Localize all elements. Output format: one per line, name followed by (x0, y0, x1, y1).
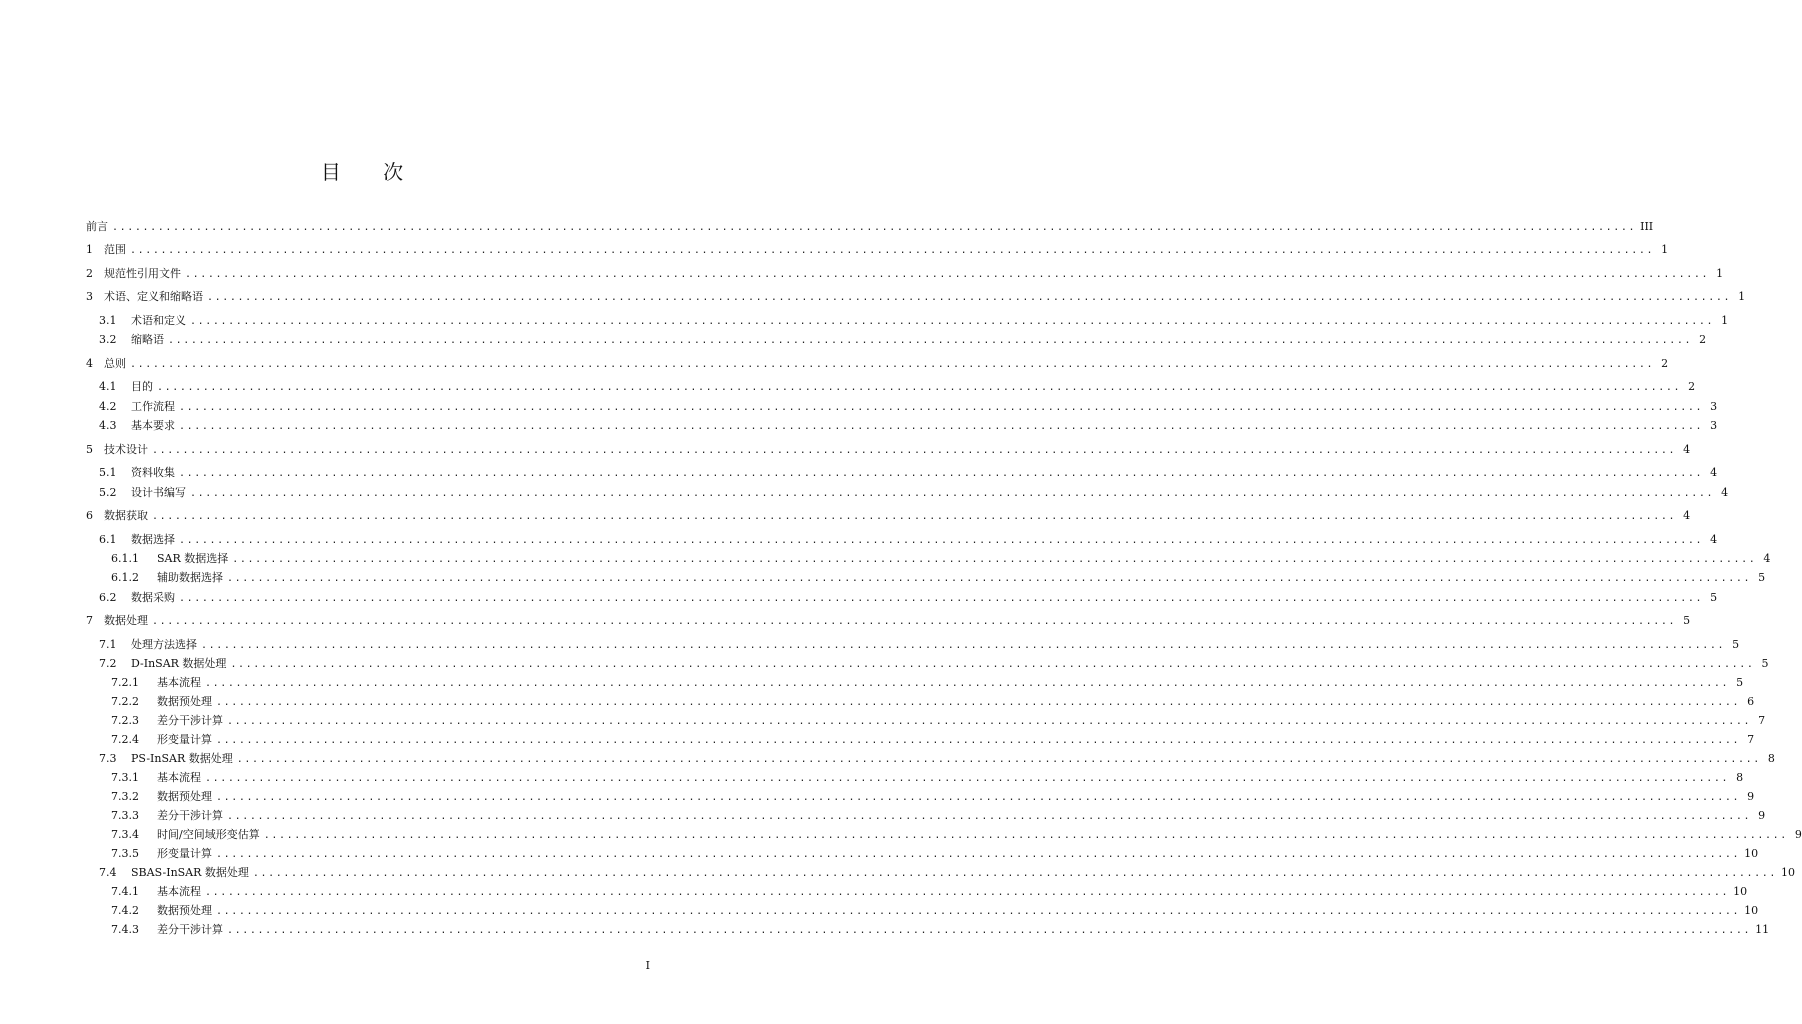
toc-entry (86, 243, 1669, 258)
toc-leader-dots: ........................................................................................................................................................................................................ (216, 849, 1741, 860)
toc-entry-label: 形变量计算 (157, 847, 212, 860)
toc-leader-dots: ........................................................................................................................................................................................................ (152, 616, 1677, 627)
toc-entry (111, 695, 1755, 710)
toc-leader-dots: ........................................................................................................................................................................................................ (205, 773, 1730, 784)
toc-entry-label: 术语和定义 (131, 314, 186, 327)
toc-entry-label: 数据预处理 (157, 790, 212, 803)
toc-leader-dots: ........................................................................................................................................................................................................ (130, 245, 1655, 256)
toc-entry-label: 处理方法选择 (131, 638, 197, 651)
toc-entry-page: 8 (1736, 771, 1744, 784)
toc-entry-number: 4.3 (99, 419, 117, 432)
toc-entry (86, 290, 1746, 305)
toc-entry-number: 6.1 (99, 533, 117, 546)
toc-entry-page: 4 (1683, 509, 1691, 522)
toc-entry-page: 4 (1763, 552, 1771, 565)
toc-entry-page: III (1640, 220, 1654, 233)
toc-entry-number: 6.1.1 (111, 552, 139, 565)
toc-entry-number: 7.3.1 (111, 771, 139, 784)
toc-entry-page: 4 (1683, 443, 1691, 456)
toc-leader-dots: ........................................................................................................................................................................................................ (236, 754, 1761, 765)
toc-entry-label: 时间/空间域形变估算 (157, 828, 260, 841)
toc-entry-label: 资料收集 (131, 466, 175, 479)
toc-entry (111, 809, 1766, 824)
toc-entry-page: 5 (1758, 571, 1766, 584)
toc-entry-number: 4 (86, 357, 93, 370)
toc-entry (86, 509, 1691, 524)
toc-entry (111, 676, 1744, 691)
toc-entry-number: 6.1.2 (111, 571, 139, 584)
toc-leader-dots: ........................................................................................................................................................................................................ (232, 554, 1757, 565)
toc-entry-page: 9 (1794, 828, 1802, 841)
toc-entry-page: 4 (1710, 533, 1718, 546)
toc-entry-page: 10 (1733, 885, 1748, 898)
toc-entry-number: 7.1 (99, 638, 117, 651)
toc-entry-page: 1 (1661, 243, 1669, 256)
toc-entry-number: 7.2 (99, 657, 117, 670)
toc-entry (111, 790, 1755, 805)
toc-entry-page: 5 (1683, 614, 1691, 627)
toc-entry-label: PS-InSAR 数据处理 (131, 752, 233, 765)
toc-leader-dots: ........................................................................................................................................................................................................ (227, 716, 1752, 727)
toc-entry-number: 7.2.3 (111, 714, 139, 727)
page-title: 目 次 (320, 160, 422, 184)
toc-entry (111, 847, 1759, 862)
toc-entry-label: 形变量计算 (157, 733, 212, 746)
toc-entry-page: 7 (1747, 733, 1755, 746)
toc-entry-label: 规范性引用文件 (104, 267, 181, 280)
toc-entry-number: 7.3.3 (111, 809, 139, 822)
toc-entry-number: 7 (86, 614, 93, 627)
toc-entry-page: 10 (1744, 904, 1759, 917)
toc-entry-page: 2 (1688, 380, 1696, 393)
toc-leader-dots: ........................................................................................................................................................................................................ (168, 335, 1693, 346)
toc-entry-label: SAR 数据选择 (157, 552, 229, 565)
toc-entry-page: 9 (1747, 790, 1755, 803)
toc-entry (111, 885, 1748, 900)
toc-entry (99, 466, 1718, 481)
toc-entry-number: 7.2.4 (111, 733, 139, 746)
toc-entry-page: 4 (1710, 466, 1718, 479)
toc-entry-label: 数据采购 (131, 591, 175, 604)
toc-entry-label: 基本要求 (131, 419, 175, 432)
toc-entry (86, 267, 1724, 282)
toc-entry-number: 7.2.2 (111, 695, 139, 708)
toc-entry-number: 6 (86, 509, 93, 522)
toc-entry-label: 总则 (104, 357, 126, 370)
toc-leader-dots: ........................................................................................................................................................................................................ (207, 292, 1732, 303)
toc-entry (111, 714, 1766, 729)
toc-entry-page: 7 (1758, 714, 1766, 727)
toc-leader-dots: ........................................................................................................................................................................................................ (179, 468, 1704, 479)
toc-leader-dots: ........................................................................................................................................................................................................ (179, 421, 1704, 432)
toc-entry-number: 7.4.1 (111, 885, 139, 898)
toc-leader-dots: ........................................................................................................................................................................................................ (216, 792, 1741, 803)
toc-entry (86, 220, 1654, 235)
toc-entry (111, 904, 1759, 919)
toc-leader-dots: ........................................................................................................................................................................................................ (152, 511, 1677, 522)
toc-entry-page: 5 (1736, 676, 1744, 689)
toc-entry-label: 基本流程 (157, 676, 201, 689)
toc-entry-number: 3 (86, 290, 93, 303)
toc-entry (111, 571, 1766, 586)
toc-leader-dots: ........................................................................................................................................................................................................ (252, 868, 1778, 879)
toc-leader-dots: ........................................................................................................................................................................................................ (227, 925, 1752, 936)
toc-entry-number: 7.4 (99, 866, 117, 879)
toc-leader-dots: ........................................................................................................................................................................................................ (179, 535, 1704, 546)
toc-entry-page: 3 (1710, 419, 1718, 432)
toc-entry-label: SBAS-InSAR 数据处理 (131, 866, 249, 879)
toc-leader-dots: ........................................................................................................................................................................................................ (230, 659, 1755, 670)
toc-entry-number: 5 (86, 443, 93, 456)
toc-entry-number: 7.2.1 (111, 676, 139, 689)
toc-leader-dots: ........................................................................................................................................................................................................ (130, 359, 1655, 370)
page-number: I (645, 959, 650, 972)
toc-entry (111, 552, 1771, 567)
toc-entry (111, 771, 1744, 786)
toc-entry (86, 614, 1691, 629)
toc-entry-number: 5.2 (99, 486, 117, 499)
toc-entry-label: 辅助数据选择 (157, 571, 223, 584)
toc-leader-dots: ........................................................................................................................................................................................................ (112, 222, 1637, 233)
toc-entry-label: 数据处理 (104, 614, 148, 627)
toc-leader-dots: ........................................................................................................................................................................................................ (179, 593, 1704, 604)
toc-entry (99, 380, 1696, 395)
toc-entry (99, 400, 1718, 415)
toc-entry-number: 1 (86, 243, 93, 256)
toc-entry (111, 733, 1755, 748)
toc-entry-page: 9 (1758, 809, 1766, 822)
toc-entry-number: 3.1 (99, 314, 117, 327)
toc-leader-dots: ........................................................................................................................................................................................................ (185, 269, 1710, 280)
toc-leader-dots: ........................................................................................................................................................................................................ (190, 316, 1715, 327)
toc-entry (99, 591, 1718, 606)
toc-entry (99, 866, 1796, 881)
toc-entry-page: 10 (1781, 866, 1796, 879)
toc-entry (99, 752, 1775, 767)
toc-entry-label: 基本流程 (157, 771, 201, 784)
toc-entry-number: 5.1 (99, 466, 117, 479)
toc-entry (99, 333, 1707, 348)
toc-entry-label: 设计书编写 (131, 486, 186, 499)
toc-entry-page: 1 (1721, 314, 1729, 327)
toc-entry (99, 419, 1718, 434)
toc-entry-label: 范围 (104, 243, 126, 256)
toc-entry-number: 7.3.4 (111, 828, 139, 841)
toc-entry-page: 5 (1761, 657, 1769, 670)
toc-entry-label: 基本流程 (157, 885, 201, 898)
toc-leader-dots: ........................................................................................................................................................................................................ (227, 811, 1752, 822)
toc-entry-label: 数据获取 (104, 509, 148, 522)
toc-entry-number: 3.2 (99, 333, 117, 346)
toc-entry-page: 4 (1721, 486, 1729, 499)
toc-entry-label: 工作流程 (131, 400, 175, 413)
toc-entry-label: 差分干涉计算 (157, 923, 223, 936)
toc-entry-label: 前言 (86, 220, 108, 233)
toc-entry (99, 638, 1740, 653)
toc-entry-number: 7.4.2 (111, 904, 139, 917)
toc-leader-dots: ........................................................................................................................................................................................................ (216, 735, 1741, 746)
toc-entry-label: 数据预处理 (157, 695, 212, 708)
toc-entry (86, 443, 1691, 458)
toc-entry-label: D-InSAR 数据处理 (131, 657, 227, 670)
toc-entry-page: 2 (1661, 357, 1669, 370)
toc-entry (99, 657, 1769, 672)
toc-leader-dots: ........................................................................................................................................................................................................ (205, 887, 1730, 898)
toc-entry-number: 7.4.3 (111, 923, 139, 936)
toc-entry (111, 828, 1802, 843)
toc-entry (111, 923, 1770, 938)
toc-leader-dots: ........................................................................................................................................................................................................ (152, 445, 1677, 456)
toc-entry (99, 533, 1718, 548)
toc-leader-dots: ........................................................................................................................................................................................................ (205, 678, 1730, 689)
toc-entry-number: 6.2 (99, 591, 117, 604)
toc-entry-page: 5 (1710, 591, 1718, 604)
toc-entry-number: 4.2 (99, 400, 117, 413)
toc-entry (86, 357, 1669, 372)
toc-entry-page: 3 (1710, 400, 1718, 413)
toc-entry-label: 数据预处理 (157, 904, 212, 917)
toc-entry-number: 7.3 (99, 752, 117, 765)
toc-entry-number: 7.3.5 (111, 847, 139, 860)
toc-entry-page: 8 (1767, 752, 1775, 765)
toc-leader-dots: ........................................................................................................................................................................................................ (179, 402, 1704, 413)
toc-entry-label: 技术设计 (104, 443, 148, 456)
toc-entry-label: 目的 (131, 380, 153, 393)
toc-entry-page: 1 (1738, 290, 1746, 303)
toc-entry-page: 11 (1755, 923, 1770, 936)
toc-entry-page: 2 (1699, 333, 1707, 346)
toc-entry-page: 1 (1716, 267, 1724, 280)
toc-entry-page: 5 (1732, 638, 1740, 651)
toc-entry-page: 10 (1744, 847, 1759, 860)
toc-entry-label: 缩略语 (131, 333, 164, 346)
toc-leader-dots: ........................................................................................................................................................................................................ (190, 488, 1715, 499)
toc-leader-dots: ........................................................................................................................................................................................................ (216, 906, 1741, 917)
toc-entry-number: 2 (86, 267, 93, 280)
toc-entry-label: 差分干涉计算 (157, 714, 223, 727)
toc-entry-number: 4.1 (99, 380, 117, 393)
toc-entry-label: 术语、定义和缩略语 (104, 290, 203, 303)
toc-entry (99, 314, 1729, 329)
toc-leader-dots: ........................................................................................................................................................................................................ (201, 640, 1726, 651)
toc-entry (99, 486, 1729, 501)
toc-leader-dots: ........................................................................................................................................................................................................ (157, 382, 1682, 393)
toc-entry-number: 7.3.2 (111, 790, 139, 803)
toc-entry-label: 数据选择 (131, 533, 175, 546)
toc-leader-dots: ........................................................................................................................................................................................................ (216, 697, 1741, 708)
toc-leader-dots: ........................................................................................................................................................................................................ (227, 573, 1752, 584)
toc-entry-page: 6 (1747, 695, 1755, 708)
toc-leader-dots: ........................................................................................................................................................................................................ (263, 830, 1788, 841)
toc-entry-label: 差分干涉计算 (157, 809, 223, 822)
